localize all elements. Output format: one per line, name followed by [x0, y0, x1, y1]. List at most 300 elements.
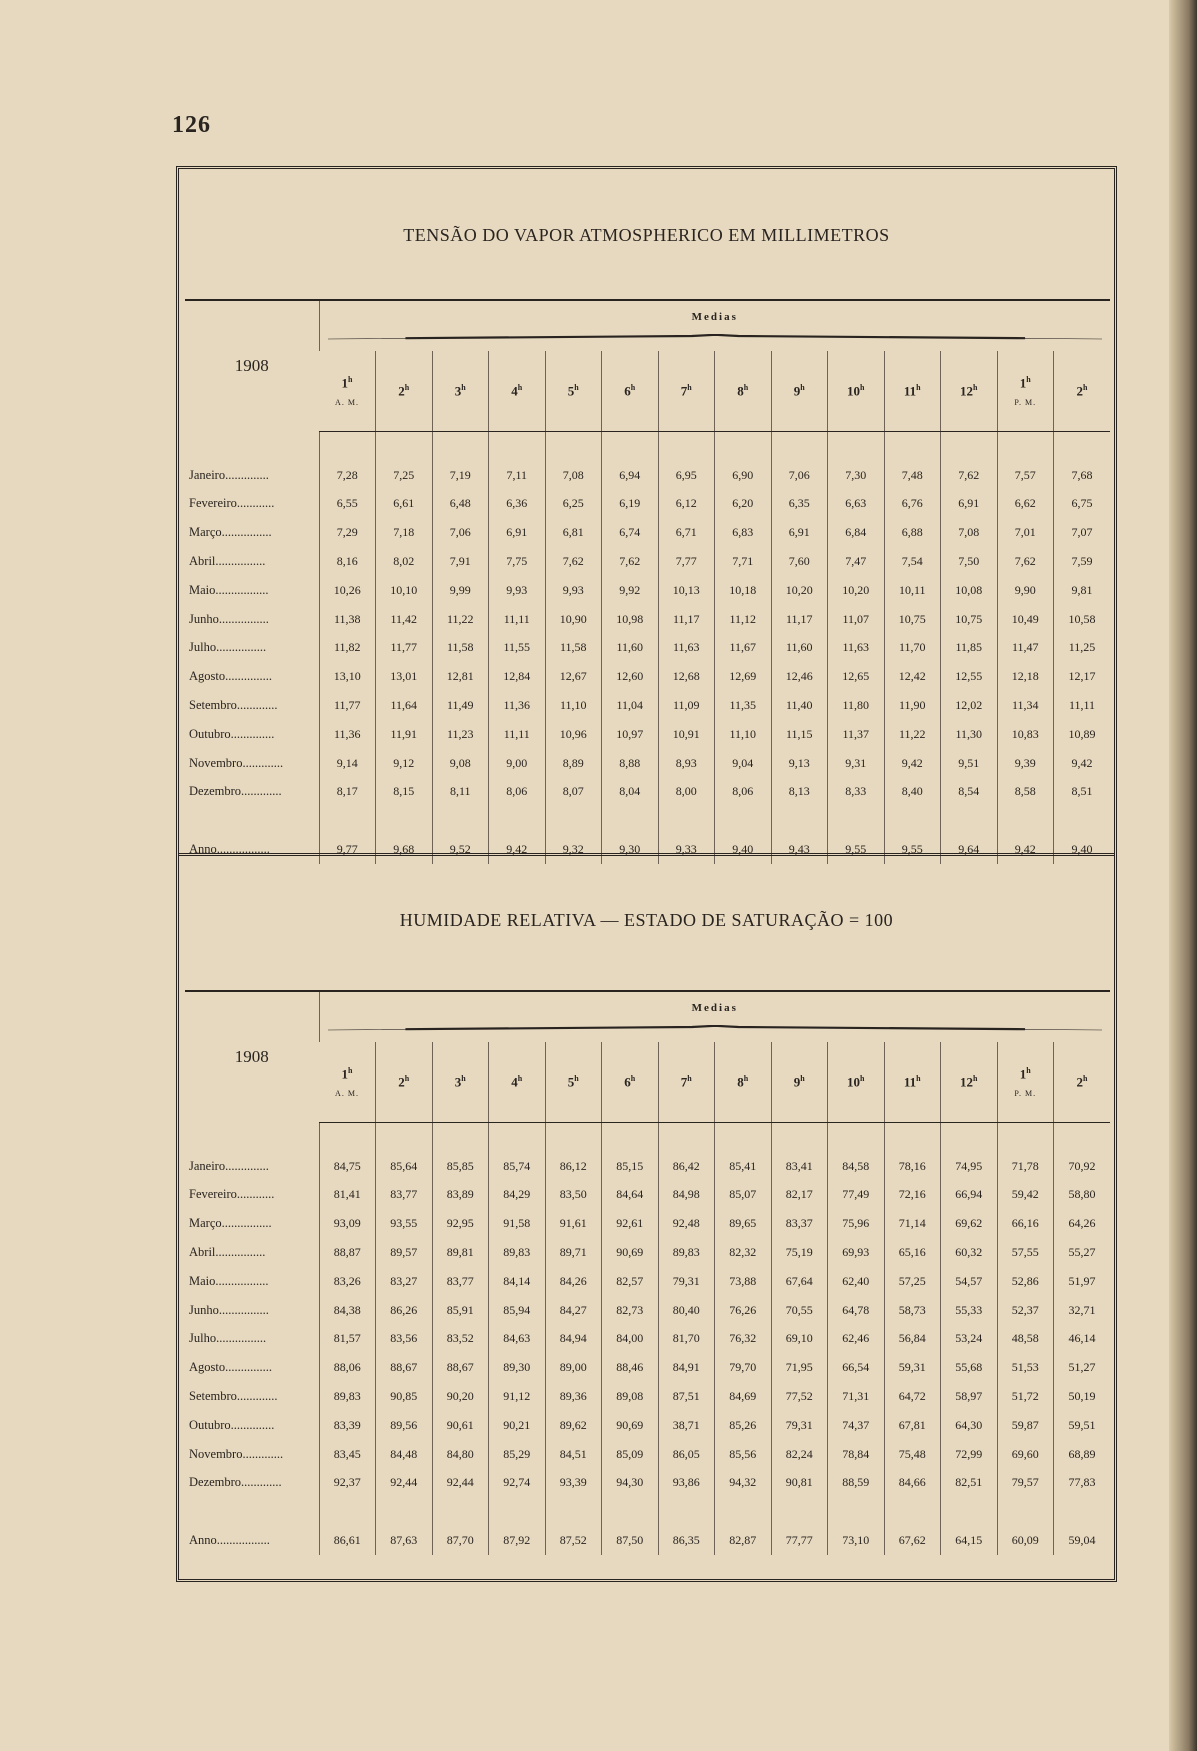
month-label: Novembro.............: [189, 755, 284, 770]
anno-cell: 82,87: [715, 1526, 772, 1555]
table-cell: 12,60: [602, 662, 659, 691]
month-label: Fevereiro............: [189, 1187, 275, 1202]
hour-number: 9: [793, 1074, 801, 1090]
table-cell: 83,56: [376, 1325, 433, 1354]
table-row: [185, 1296, 1110, 1325]
table-cell: 7,75: [489, 547, 546, 576]
hour-header: [828, 351, 885, 432]
hour-suffix: h: [348, 1066, 353, 1076]
table-cell: 6,76: [884, 490, 941, 519]
ampm-note: A. M.: [335, 397, 359, 407]
table-cell: 11,07: [828, 605, 885, 634]
hour-header: [432, 351, 489, 432]
table-cell: 11,63: [828, 634, 885, 663]
month-label: Maio.................: [189, 1273, 269, 1288]
table-cell: 10,20: [771, 576, 828, 605]
table-cell: 6,71: [658, 518, 715, 547]
table-cell: 9,12: [376, 749, 433, 778]
table-cell: 8,02: [376, 547, 433, 576]
table-cell: 6,91: [771, 518, 828, 547]
month-label: Julho................: [189, 1331, 267, 1346]
table-cell: 90,69: [602, 1411, 659, 1440]
year-label: 1908: [185, 300, 319, 432]
table-cell: 86,12: [545, 1152, 602, 1181]
table-cell: 83,45: [319, 1440, 376, 1469]
table-cell: 11,23: [432, 720, 489, 749]
table-cell: 71,14: [884, 1209, 941, 1238]
table-cell: 8,54: [941, 778, 998, 807]
table-cell: 79,70: [715, 1353, 772, 1382]
table-cell: 89,65: [715, 1209, 772, 1238]
table-cell: 85,29: [489, 1440, 546, 1469]
hour-header: [376, 1042, 433, 1123]
table-cell: 8,33: [828, 778, 885, 807]
table-cell: 91,61: [545, 1209, 602, 1238]
table-cell: 90,69: [602, 1238, 659, 1267]
anno-cell: 77,77: [771, 1526, 828, 1555]
hour-header: [1054, 351, 1111, 432]
hour-header: [941, 351, 998, 432]
table-cell: 78,84: [828, 1440, 885, 1469]
header-row: [185, 991, 1110, 1042]
table-row: [185, 720, 1110, 749]
table-cell: 11,17: [771, 605, 828, 634]
table-cell: 10,10: [376, 576, 433, 605]
table-cell: 71,31: [828, 1382, 885, 1411]
hour-number: 11: [903, 383, 917, 399]
hour-header: [941, 1042, 998, 1123]
hour-header: [884, 351, 941, 432]
relative-humidity-table: [185, 990, 1110, 1555]
hour-header: [545, 351, 602, 432]
table-cell: 84,58: [828, 1152, 885, 1181]
table-row: [185, 1411, 1110, 1440]
anno-cell: 59,04: [1054, 1526, 1111, 1555]
table-cell: 9,13: [771, 749, 828, 778]
table-cell: 93,09: [319, 1209, 376, 1238]
table-cell: 91,58: [489, 1209, 546, 1238]
table-cell: 51,27: [1054, 1353, 1111, 1382]
hour-suffix: h: [461, 382, 466, 392]
hour-number: 6: [624, 383, 631, 399]
table-cell: 6,55: [319, 490, 376, 519]
table-cell: 85,07: [715, 1181, 772, 1210]
spacer-row: [185, 1497, 1110, 1526]
table-cell: 11,22: [432, 605, 489, 634]
hour-suffix: h: [1083, 1073, 1088, 1083]
table-cell: 12,81: [432, 662, 489, 691]
hour-header: [771, 1042, 828, 1123]
table-cell: 84,64: [602, 1181, 659, 1210]
anno-cell: 86,35: [658, 1526, 715, 1555]
vapor-tension-title: TENSÃO DO VAPOR ATMOSPHERICO EM MILLIMETROS: [403, 225, 890, 245]
table-cell: 11,36: [319, 720, 376, 749]
table-cell: 58,73: [884, 1296, 941, 1325]
table-cell: 11,70: [884, 634, 941, 663]
table-cell: 57,55: [997, 1238, 1054, 1267]
spacer-row: [185, 1123, 1110, 1152]
table-cell: 12,02: [941, 691, 998, 720]
table-cell: 83,26: [319, 1267, 376, 1296]
hour-header: [884, 1042, 941, 1123]
hour-number: 1: [341, 1066, 349, 1082]
table-cell: 11,11: [1054, 691, 1111, 720]
table-cell: 89,08: [602, 1382, 659, 1411]
table-cell: 93,55: [376, 1209, 433, 1238]
hour-suffix: h: [860, 382, 865, 392]
hour-number: 8: [737, 383, 744, 399]
anno-cell: 64,15: [941, 1526, 998, 1555]
table-cell: 85,91: [432, 1296, 489, 1325]
table-cell: 81,41: [319, 1181, 376, 1210]
table-cell: 84,91: [658, 1353, 715, 1382]
relative-humidity-section: [179, 853, 1114, 1582]
table-cell: 58,97: [941, 1382, 998, 1411]
table-cell: 89,57: [376, 1238, 433, 1267]
hour-suffix: h: [860, 1073, 865, 1083]
anno-cell: 9,68: [376, 835, 433, 864]
hour-header: [376, 351, 433, 432]
table-cell: 83,77: [376, 1181, 433, 1210]
table-cell: 7,47: [828, 547, 885, 576]
hour-number: 3: [454, 1074, 462, 1090]
table-cell: 10,18: [715, 576, 772, 605]
table-cell: 11,38: [319, 605, 376, 634]
hour-header: [715, 351, 772, 432]
table-cell: 6,12: [658, 490, 715, 519]
table-cell: 83,77: [432, 1267, 489, 1296]
table-cell: 10,97: [602, 720, 659, 749]
table-cell: 7,29: [319, 518, 376, 547]
table-cell: 8,17: [319, 778, 376, 807]
table-cell: 81,70: [658, 1325, 715, 1354]
hour-suffix: h: [973, 382, 978, 392]
table-cell: 89,83: [319, 1382, 376, 1411]
table-cell: 89,00: [545, 1353, 602, 1382]
table-cell: 88,46: [602, 1353, 659, 1382]
table-cell: 11,60: [771, 634, 828, 663]
table-cell: 11,36: [489, 691, 546, 720]
table-cell: 11,09: [658, 691, 715, 720]
table-cell: 89,62: [545, 1411, 602, 1440]
hour-suffix: h: [800, 382, 805, 392]
table-cell: 83,52: [432, 1325, 489, 1354]
month-label: Outubro..............: [189, 1417, 275, 1432]
table-cell: 70,92: [1054, 1152, 1111, 1181]
table-cell: 92,95: [432, 1209, 489, 1238]
table-cell: 12,69: [715, 662, 772, 691]
page-number: 126: [172, 112, 211, 138]
table-cell: 8,00: [658, 778, 715, 807]
table-cell: 69,10: [771, 1325, 828, 1354]
table-cell: 83,41: [771, 1152, 828, 1181]
anno-cell: 67,62: [884, 1526, 941, 1555]
table-cell: 84,66: [884, 1469, 941, 1498]
table-cell: 11,35: [715, 691, 772, 720]
table-cell: 88,87: [319, 1238, 376, 1267]
anno-cell: 9,30: [602, 835, 659, 864]
anno-cell: 9,42: [997, 835, 1054, 864]
table-cell: 88,67: [376, 1353, 433, 1382]
hour-number: 12: [960, 1074, 974, 1090]
table-cell: 11,11: [489, 605, 546, 634]
hour-header: [489, 1042, 546, 1123]
table-cell: 7,62: [997, 547, 1054, 576]
table-cell: 82,17: [771, 1181, 828, 1210]
table-cell: 7,25: [376, 461, 433, 490]
table-cell: 10,91: [658, 720, 715, 749]
table-cell: 92,44: [432, 1469, 489, 1498]
header-row: [185, 300, 1110, 351]
table-cell: 6,90: [715, 461, 772, 490]
table-row: [185, 576, 1110, 605]
hour-number: 5: [567, 383, 575, 399]
table-cell: 7,68: [1054, 461, 1111, 490]
table-cell: 11,91: [376, 720, 433, 749]
hour-header: [489, 351, 546, 432]
hour-header-row: [185, 1042, 1110, 1123]
table-row: [185, 749, 1110, 778]
table-cell: 64,72: [884, 1382, 941, 1411]
table-cell: 84,98: [658, 1181, 715, 1210]
month-label: Maio.................: [189, 582, 269, 597]
hour-header: [319, 351, 376, 432]
table-cell: 79,31: [771, 1411, 828, 1440]
hour-suffix: h: [1083, 382, 1088, 392]
table-cell: 67,64: [771, 1267, 828, 1296]
year-label: 1908: [185, 991, 319, 1123]
table-cell: 85,26: [715, 1411, 772, 1440]
month-label: Abril................: [189, 554, 266, 569]
month-label: Junho................: [189, 611, 269, 626]
table-cell: 12,67: [545, 662, 602, 691]
table-cell: 7,06: [432, 518, 489, 547]
hour-suffix: h: [1026, 375, 1031, 385]
table-cell: 56,84: [884, 1325, 941, 1354]
table-cell: 83,27: [376, 1267, 433, 1296]
table-cell: 11,12: [715, 605, 772, 634]
table-cell: 54,57: [941, 1267, 998, 1296]
table-cell: 50,19: [1054, 1382, 1111, 1411]
table-cell: 6,48: [432, 490, 489, 519]
table-cell: 68,89: [1054, 1440, 1111, 1469]
table-cell: 85,56: [715, 1440, 772, 1469]
table-cell: 11,64: [376, 691, 433, 720]
table-cell: 75,19: [771, 1238, 828, 1267]
hour-header: [828, 1042, 885, 1123]
table-cell: 7,62: [602, 547, 659, 576]
table-cell: 90,20: [432, 1382, 489, 1411]
table-cell: 11,67: [715, 634, 772, 663]
table-cell: 9,31: [828, 749, 885, 778]
medias-label-text: Medias: [691, 311, 738, 323]
table-cell: 89,83: [489, 1238, 546, 1267]
month-label: Setembro.............: [189, 1389, 278, 1404]
anno-cell: 87,63: [376, 1526, 433, 1555]
table-cell: 10,08: [941, 576, 998, 605]
medias-group-label: [319, 300, 1110, 351]
table-row: [185, 634, 1110, 663]
table-cell: 7,19: [432, 461, 489, 490]
hour-number: 10: [847, 383, 861, 399]
table-cell: 13,10: [319, 662, 376, 691]
table-cell: 82,51: [941, 1469, 998, 1498]
table-cell: 7,28: [319, 461, 376, 490]
hour-number: 9: [793, 383, 801, 399]
table-cell: 76,26: [715, 1296, 772, 1325]
hour-number: 12: [960, 383, 974, 399]
table-cell: 10,98: [602, 605, 659, 634]
table-cell: 75,48: [884, 1440, 941, 1469]
table-cell: 6,95: [658, 461, 715, 490]
table-cell: 8,40: [884, 778, 941, 807]
table-cell: 66,94: [941, 1181, 998, 1210]
table-cell: 7,18: [376, 518, 433, 547]
table-row: [185, 1469, 1110, 1498]
table-cell: 86,42: [658, 1152, 715, 1181]
table-cell: 11,77: [376, 634, 433, 663]
table-cell: 11,22: [884, 720, 941, 749]
table-cell: 7,30: [828, 461, 885, 490]
hour-suffix: h: [973, 1073, 978, 1083]
hour-number: 11: [903, 1074, 917, 1090]
table-cell: 55,33: [941, 1296, 998, 1325]
table-cell: 72,99: [941, 1440, 998, 1469]
table-cell: 88,59: [828, 1469, 885, 1498]
hour-suffix: h: [630, 382, 636, 392]
hour-suffix: h: [916, 382, 921, 392]
table-cell: 8,11: [432, 778, 489, 807]
table-cell: 84,94: [545, 1325, 602, 1354]
table-cell: 12,65: [828, 662, 885, 691]
hour-header: [771, 351, 828, 432]
hour-header: [602, 1042, 659, 1123]
table-cell: 8,16: [319, 547, 376, 576]
table-cell: 9,08: [432, 749, 489, 778]
month-label: Janeiro..............: [189, 467, 269, 482]
table-cell: 10,11: [884, 576, 941, 605]
table-cell: 83,37: [771, 1209, 828, 1238]
table-row: [185, 1440, 1110, 1469]
table-cell: 8,58: [997, 778, 1054, 807]
table-cell: 9,99: [432, 576, 489, 605]
table-cell: 83,50: [545, 1181, 602, 1210]
table-cell: 64,30: [941, 1411, 998, 1440]
table-cell: 83,89: [432, 1181, 489, 1210]
hour-number: 4: [511, 383, 518, 399]
table-cell: 6,62: [997, 490, 1054, 519]
hour-header: [432, 1042, 489, 1123]
month-label: Abril................: [189, 1245, 266, 1260]
table-cell: 8,06: [715, 778, 772, 807]
anno-cell: 73,10: [828, 1526, 885, 1555]
table-cell: 77,49: [828, 1181, 885, 1210]
anno-cell: 9,40: [1054, 835, 1111, 864]
medias-label-text: Medias: [691, 1002, 738, 1014]
table-cell: 12,18: [997, 662, 1054, 691]
table-cell: 7,57: [997, 461, 1054, 490]
table-cell: 93,39: [545, 1469, 602, 1498]
table-cell: 84,14: [489, 1267, 546, 1296]
hour-suffix: h: [800, 1073, 805, 1083]
table-cell: 64,78: [828, 1296, 885, 1325]
table-cell: 11,90: [884, 691, 941, 720]
table-cell: 73,88: [715, 1267, 772, 1296]
table-row: [185, 1181, 1110, 1210]
table-cell: 6,63: [828, 490, 885, 519]
table-cell: 6,61: [376, 490, 433, 519]
table-row: [185, 778, 1110, 807]
table-cell: 8,07: [545, 778, 602, 807]
table-cell: 7,59: [1054, 547, 1111, 576]
table-cell: 69,60: [997, 1440, 1054, 1469]
table-cell: 82,57: [602, 1267, 659, 1296]
table-cell: 9,81: [1054, 576, 1111, 605]
table-cell: 92,74: [489, 1469, 546, 1498]
anno-label: Anno.................: [189, 1533, 270, 1548]
ampm-note: A. M.: [335, 1088, 359, 1098]
spacer-row: [185, 432, 1110, 461]
hour-header: [545, 1042, 602, 1123]
anno-cell: 86,61: [319, 1526, 376, 1555]
table-cell: 75,96: [828, 1209, 885, 1238]
table-cell: 88,06: [319, 1353, 376, 1382]
table-cell: 10,75: [884, 605, 941, 634]
month-label: Fevereiro............: [189, 496, 275, 511]
table-cell: 89,71: [545, 1238, 602, 1267]
table-cell: 6,74: [602, 518, 659, 547]
table-cell: 7,07: [1054, 518, 1111, 547]
table-cell: 11,10: [715, 720, 772, 749]
table-row: [185, 1382, 1110, 1411]
vapor-tension-table: [185, 299, 1110, 864]
table-cell: 55,68: [941, 1353, 998, 1382]
table-cell: 9,93: [545, 576, 602, 605]
table-cell: 84,75: [319, 1152, 376, 1181]
table-cell: 66,16: [997, 1209, 1054, 1238]
month-label: Agosto...............: [189, 1360, 272, 1375]
table-cell: 77,83: [1054, 1469, 1111, 1498]
table-row: [185, 1325, 1110, 1354]
table-cell: 32,71: [1054, 1296, 1111, 1325]
table-cell: 90,61: [432, 1411, 489, 1440]
table-cell: 62,46: [828, 1325, 885, 1354]
table-cell: 8,89: [545, 749, 602, 778]
table-cell: 11,63: [658, 634, 715, 663]
table-cell: 11,47: [997, 634, 1054, 663]
table-cell: 6,91: [489, 518, 546, 547]
table-cell: 83,39: [319, 1411, 376, 1440]
table-cell: 9,14: [319, 749, 376, 778]
hour-header: [997, 1042, 1054, 1123]
anno-cell: 9,55: [884, 835, 941, 864]
table-cell: 8,04: [602, 778, 659, 807]
table-row: [185, 691, 1110, 720]
table-cell: 7,06: [771, 461, 828, 490]
table-cell: 11,77: [319, 691, 376, 720]
table-cell: 11,11: [489, 720, 546, 749]
anno-cell: 9,42: [489, 835, 546, 864]
table-cell: 10,89: [1054, 720, 1111, 749]
medias-brace: [328, 331, 1103, 337]
table-cell: 7,11: [489, 461, 546, 490]
table-cell: 85,94: [489, 1296, 546, 1325]
table-cell: 10,83: [997, 720, 1054, 749]
table-cell: 11,58: [545, 634, 602, 663]
table-cell: 38,71: [658, 1411, 715, 1440]
hour-suffix: h: [348, 375, 353, 385]
month-label: Novembro.............: [189, 1446, 284, 1461]
